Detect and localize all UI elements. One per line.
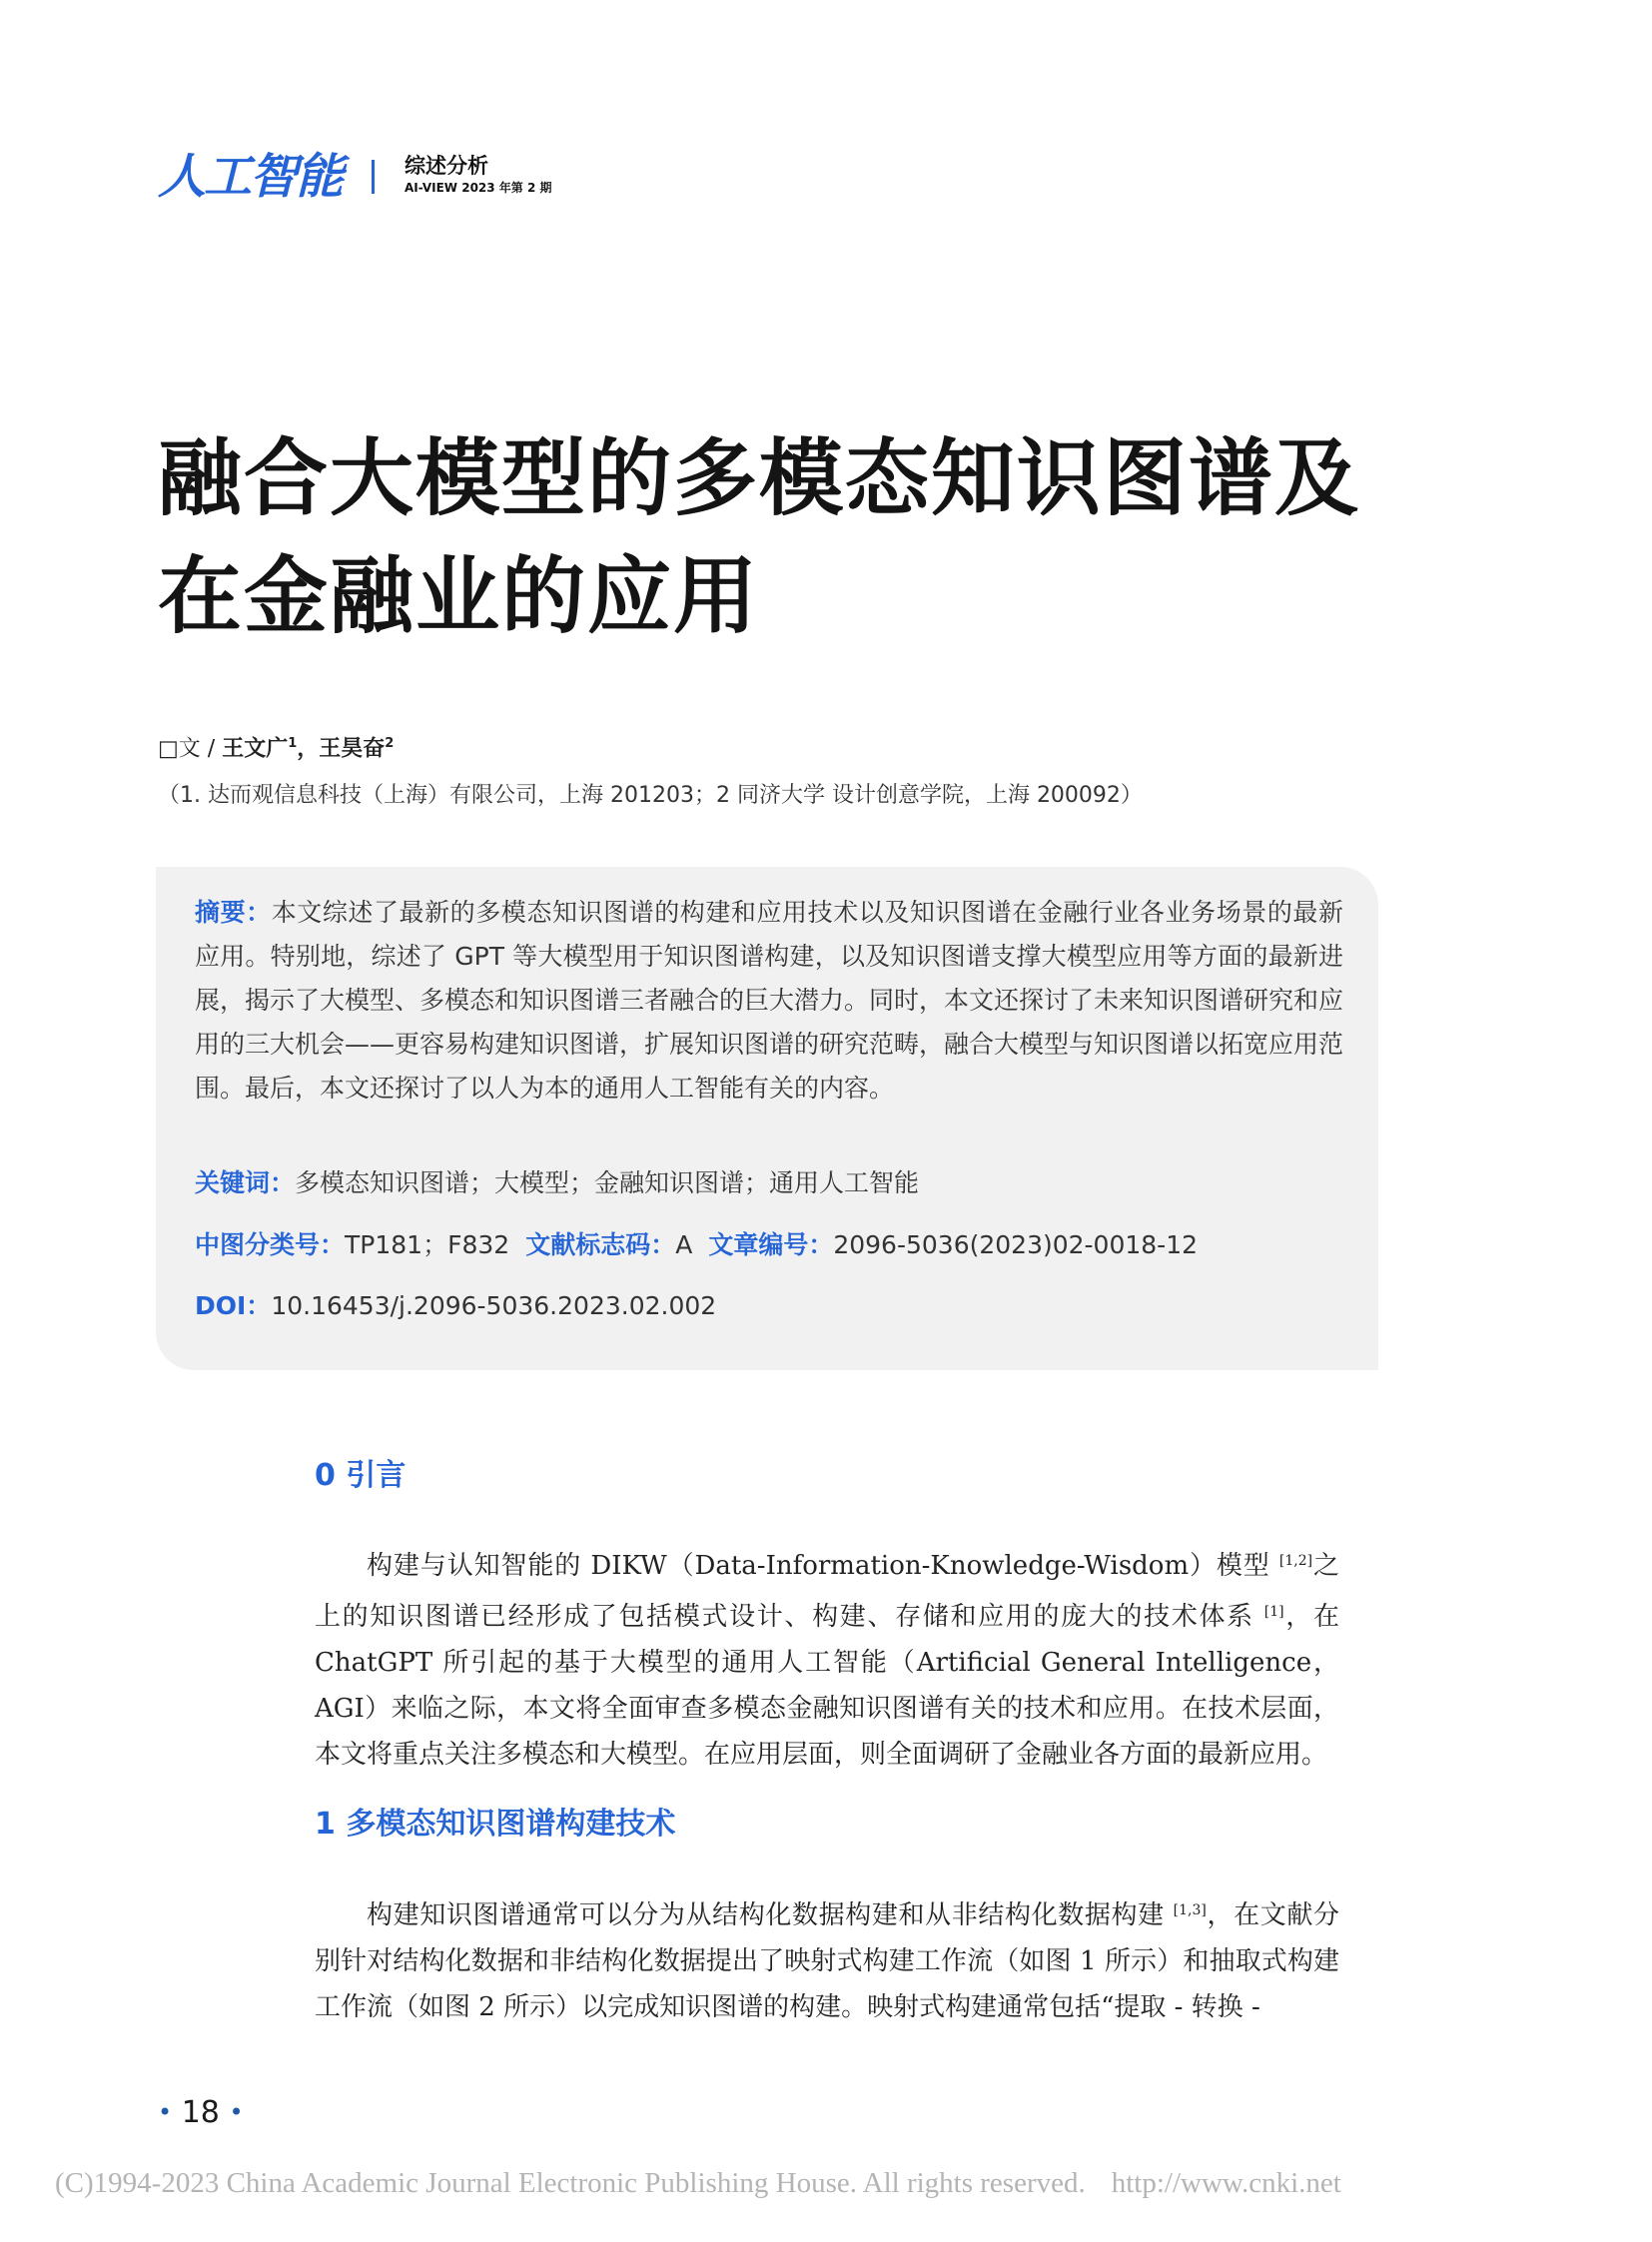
section-1-heading: 1 多模态知识图谱构建技术 bbox=[315, 1807, 676, 1842]
classification-line bbox=[195, 1228, 1198, 1262]
issue-label: AI-VIEW 2023 年第 2 期 bbox=[405, 181, 552, 195]
paragraph-text: ，在文献分别针对结构化数据和非结构化数据提出了映射式构建工作流（如图 1 所示）和抽取式构建工作流（如图 2 所示）以完成知识图谱的构建。映射式构建通常包括“提取 - 转换 - bbox=[315, 1900, 1339, 2022]
keywords: 多模态知识图谱；大模型；金融知识图谱；通用人工智能 bbox=[295, 1168, 920, 1197]
byline-prefix: □文 / bbox=[158, 736, 216, 762]
paragraph bbox=[315, 1538, 1339, 1778]
byline bbox=[158, 729, 394, 764]
header-divider bbox=[372, 160, 375, 194]
clc-label: 中图分类号： bbox=[195, 1230, 346, 1259]
citation: [1,3] bbox=[1173, 1902, 1207, 1918]
page-number bbox=[158, 2092, 244, 2133]
affiliation: （1. 达而观信息科技（上海）有限公司，上海 201203；2 同济大学 设计创意学院，上海 200092） bbox=[158, 783, 1143, 808]
keywords-line bbox=[195, 1166, 919, 1200]
title-line-2: 在金融业的应用 bbox=[158, 547, 760, 645]
citation: [1] bbox=[1263, 1604, 1284, 1620]
doi-line bbox=[195, 1289, 716, 1323]
cnki-url[interactable]: http://www.cnki.net bbox=[1111, 2167, 1341, 2199]
author-2-affiliation-mark: 2 bbox=[385, 736, 395, 751]
bullet-left-icon: • bbox=[158, 2098, 173, 2126]
doi-label: DOI： bbox=[195, 1291, 272, 1320]
copyright-text: (C)1994-2023 China Academic Journal Electronic Publishing House. All rights reserved. bbox=[55, 2167, 1086, 2199]
paragraph-text: 之上的知识图谱已经形成了包括模式设计、构建、存储和应用的庞大的技术体系 bbox=[315, 1551, 1339, 1632]
abstract-label: 摘要： bbox=[195, 898, 272, 927]
journal-logo: 人工智能 bbox=[158, 149, 343, 205]
paragraph-text: 构建与认知智能的 DIKW（Data-Information-Knowledge-Wisdom）模型 bbox=[367, 1551, 1279, 1581]
section-label: 综述分析 bbox=[405, 154, 488, 178]
citation: [1,2] bbox=[1278, 1553, 1313, 1569]
section-0-body bbox=[315, 1538, 1339, 1778]
article-title bbox=[158, 419, 1576, 655]
page-number-value: 18 bbox=[181, 2095, 220, 2130]
article-no-value: 2096-5036(2023)02-0018-12 bbox=[833, 1230, 1199, 1259]
doc-code-value: A bbox=[675, 1230, 693, 1259]
copyright-notice bbox=[55, 2165, 1553, 2201]
author-separator: ， bbox=[297, 736, 320, 762]
article-no-label: 文章编号： bbox=[708, 1230, 834, 1259]
abstract bbox=[195, 891, 1343, 1111]
doi-value: 10.16453/j.2096-5036.2023.02.002 bbox=[271, 1291, 717, 1320]
abstract-text: 本文综述了最新的多模态知识图谱的构建和应用技术以及知识图谱在金融行业各业务场景的最新应用。特别地，综述了 GPT 等大模型用于知识图谱构建，以及知识图谱支撑大模型应用等方面的最新进展，揭示了大模型、多模态和知识图谱三者融合的巨大潜力。同时，本文还探讨了未来知识图谱研究和应用的三大机会——更容易构建知识图谱，扩展知识图谱的研究范畴，融合大模型与知识图谱以拓宽应用范围。最后，本文还探讨了以人为本的通用人工智能有关的内容。 bbox=[195, 898, 1344, 1103]
author-2: 王昊奋 bbox=[319, 736, 386, 762]
doc-code-label: 文献标志码： bbox=[525, 1230, 676, 1259]
bullet-right-icon: • bbox=[229, 2098, 244, 2126]
author-1-affiliation-mark: 1 bbox=[288, 736, 298, 751]
section-1-body bbox=[315, 1887, 1339, 2030]
paragraph-text: 构建知识图谱通常可以分为从结构化数据构建和从非结构化数据构建 bbox=[367, 1900, 1174, 1930]
paragraph bbox=[315, 1887, 1339, 2030]
keywords-label: 关键词： bbox=[195, 1168, 296, 1197]
section-0-heading: 0 引言 bbox=[315, 1458, 407, 1493]
clc-value: TP181；F832 bbox=[345, 1230, 510, 1259]
author-1: 王文广 bbox=[222, 736, 289, 762]
title-line-1: 融合大模型的多模态知识图谱及 bbox=[158, 429, 1361, 527]
paragraph-text: ，在 ChatGPT 所引起的基于大模型的通用人工智能（Artificial General Intelligence，AGI）来临之际，本文将全面审查多模态金融知识图谱有关的技术和应用。在技术层面，本文将重点关注多模态和大模型。在应用层面，则全面调研了金融业各方面的最新应用。 bbox=[315, 1602, 1339, 1770]
